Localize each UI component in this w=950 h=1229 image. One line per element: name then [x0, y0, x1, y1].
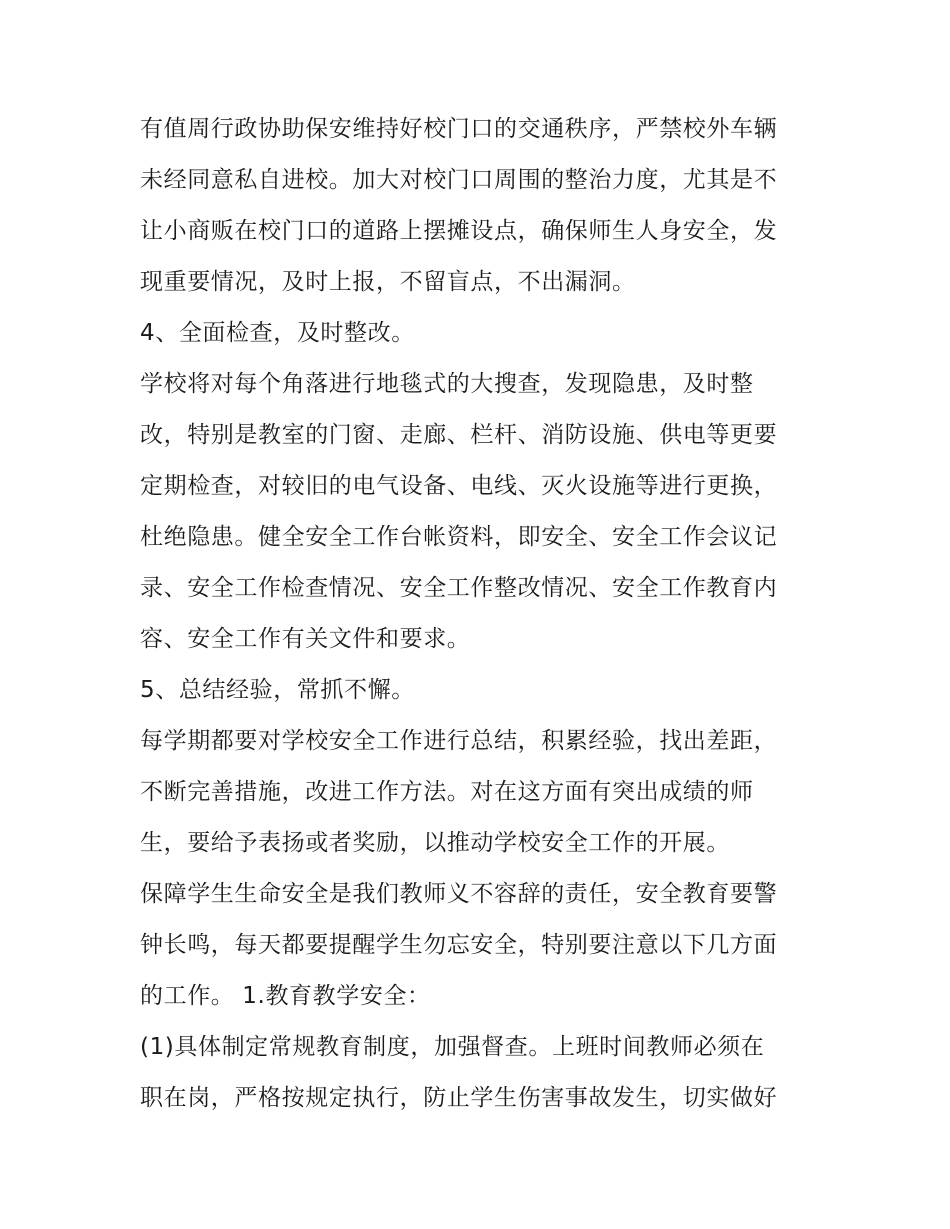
text-line: 杜绝隐患。健全安全工作台帐资料，即安全、安全工作会议记 — [140, 524, 778, 550]
text-line: 保障学生生命安全是我们教师义不容辞的责任，安全教育要警 — [140, 881, 778, 907]
document-body — [140, 104, 820, 1124]
text-line: 让小商贩在校门口的道路上摆摊设点，确保师生人身安全，发 — [140, 218, 778, 244]
section-heading: 5、总结经验，常抓不懈。 — [140, 677, 415, 703]
text-line: 改，特别是教室的门窗、走廊、栏杆、消防设施、供电等更要 — [140, 422, 778, 448]
text-line: 学校将对每个角落进行地毯式的大搜查，发现隐患，及时整 — [140, 371, 754, 397]
text-line: 生，要给予表扬或者奖励，以推动学校安全工作的开展。 — [140, 830, 730, 856]
text-line: 有值周行政协助保安维持好校门口的交通秩序，严禁校外车辆 — [140, 116, 778, 142]
section-heading: 4、全面检查，及时整改。 — [140, 320, 415, 346]
text-line: 职在岗，严格按规定执行，防止学生伤害事故发生，切实做好 — [140, 1085, 778, 1111]
text-line: 不断完善措施，改进工作方法。对在这方面有突出成绩的师 — [140, 779, 754, 805]
text-line: 每学期都要对学校安全工作进行总结，积累经验，找出差距， — [140, 728, 778, 754]
text-line: 的工作。 1.教育教学安全： — [140, 983, 431, 1009]
text-line: 钟长鸣，每天都要提醒学生勿忘安全，特别要注意以下几方面 — [140, 932, 778, 958]
text-line: 定期检查，对较旧的电气设备、电线、灭火设施等进行更换， — [140, 473, 778, 499]
text-line: 现重要情况，及时上报，不留盲点，不出漏洞。 — [140, 269, 636, 295]
text-line: 容、安全工作有关文件和要求。 — [140, 626, 471, 652]
text-line: 未经同意私自进校。加大对校门口周围的整治力度，尤其是不 — [140, 167, 778, 193]
text-line: 录、安全工作检查情况、安全工作整改情况、安全工作教育内 — [140, 575, 778, 601]
text-line: (1)具体制定常规教育制度，加强督查。上班时间教师必须在 — [140, 1034, 765, 1060]
